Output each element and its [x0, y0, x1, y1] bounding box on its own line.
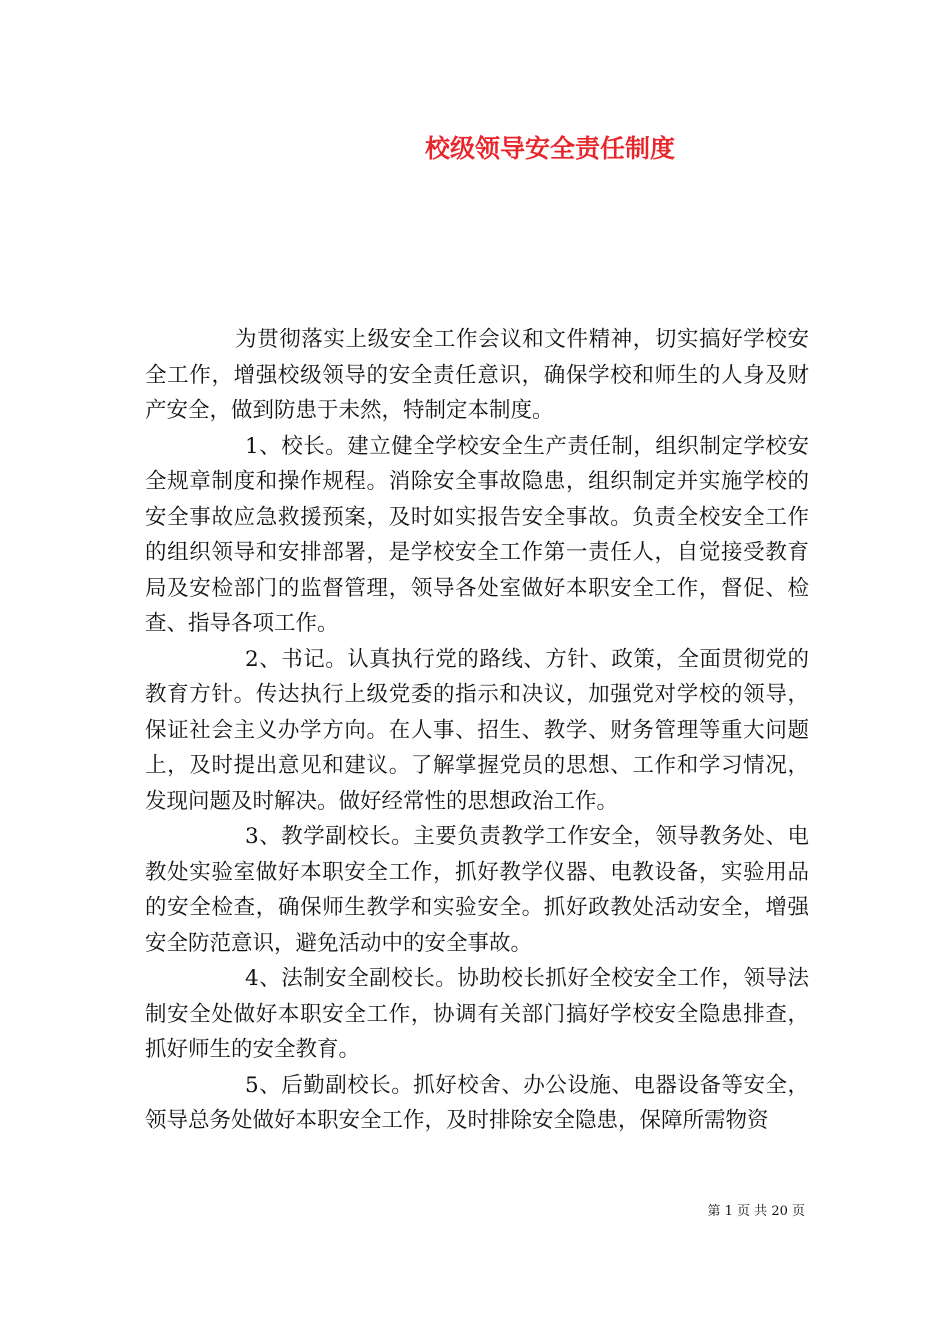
document-title: 校级领导安全责任制度: [424, 134, 675, 163]
paragraph-intro: 为贯彻落实上级安全工作会议和文件精神，切实搞好学校安全工作，增强校级领导的安全责任意识，确保学校和师生的人身及财产安全，做到防患于未然，特制定本制度。: [145, 327, 809, 423]
paragraph-teaching-vice-principal: 3、教学副校长。主要负责教学工作安全，领导教务处、电教处实验室做好本职安全工作，抓好教学仪器、电教设备，实验用品的安全检查，确保师生教学和实验安全。抓好政教处活动安全，增强安全防范意识，避免活动中的安全事故。: [145, 824, 809, 956]
paragraph-legal-safety-vice-principal: 4、法制安全副校长。协助校长抓好全校安全工作，领导法制安全处做好本职安全工作，协调有关部门搞好学校安全隐患排查，抓好师生的安全教育。: [145, 966, 809, 1062]
paragraph-logistics-vice-principal: 5、后勤副校长。抓好校舍、办公设施、电器设备等安全，领导总务处做好本职安全工作，及时排除安全隐患，保障所需物资: [145, 1072, 809, 1133]
paragraph-principal: 1、校长。建立健全学校安全生产责任制，组织制定学校安全规章制度和操作规程。消除安全事故隐患，组织制定并实施学校的安全事故应急救援预案，及时如实报告安全事故。负责全校安全工作的组织领导和安排部署，是学校安全工作第一责任人，自觉接受教育局及安检部门的监督管理，领导各处室做好本职安全工作，督促、检查、指导各项工作。: [145, 433, 809, 636]
document-body: [145, 322, 809, 1139]
page-number-footer: 第 1 页 共 20 页: [707, 1204, 805, 1219]
paragraph-secretary: 2、书记。认真执行党的路线、方针、政策，全面贯彻党的教育方针。传达执行上级党委的指示和决议，加强党对学校的领导，保证社会主义办学方向。在人事、招生、教学、财务管理等重大问题上，及时提出意见和建议。了解掌握党员的思想、工作和学习情况，发现问题及时解决。做好经常性的思想政治工作。: [145, 646, 809, 814]
